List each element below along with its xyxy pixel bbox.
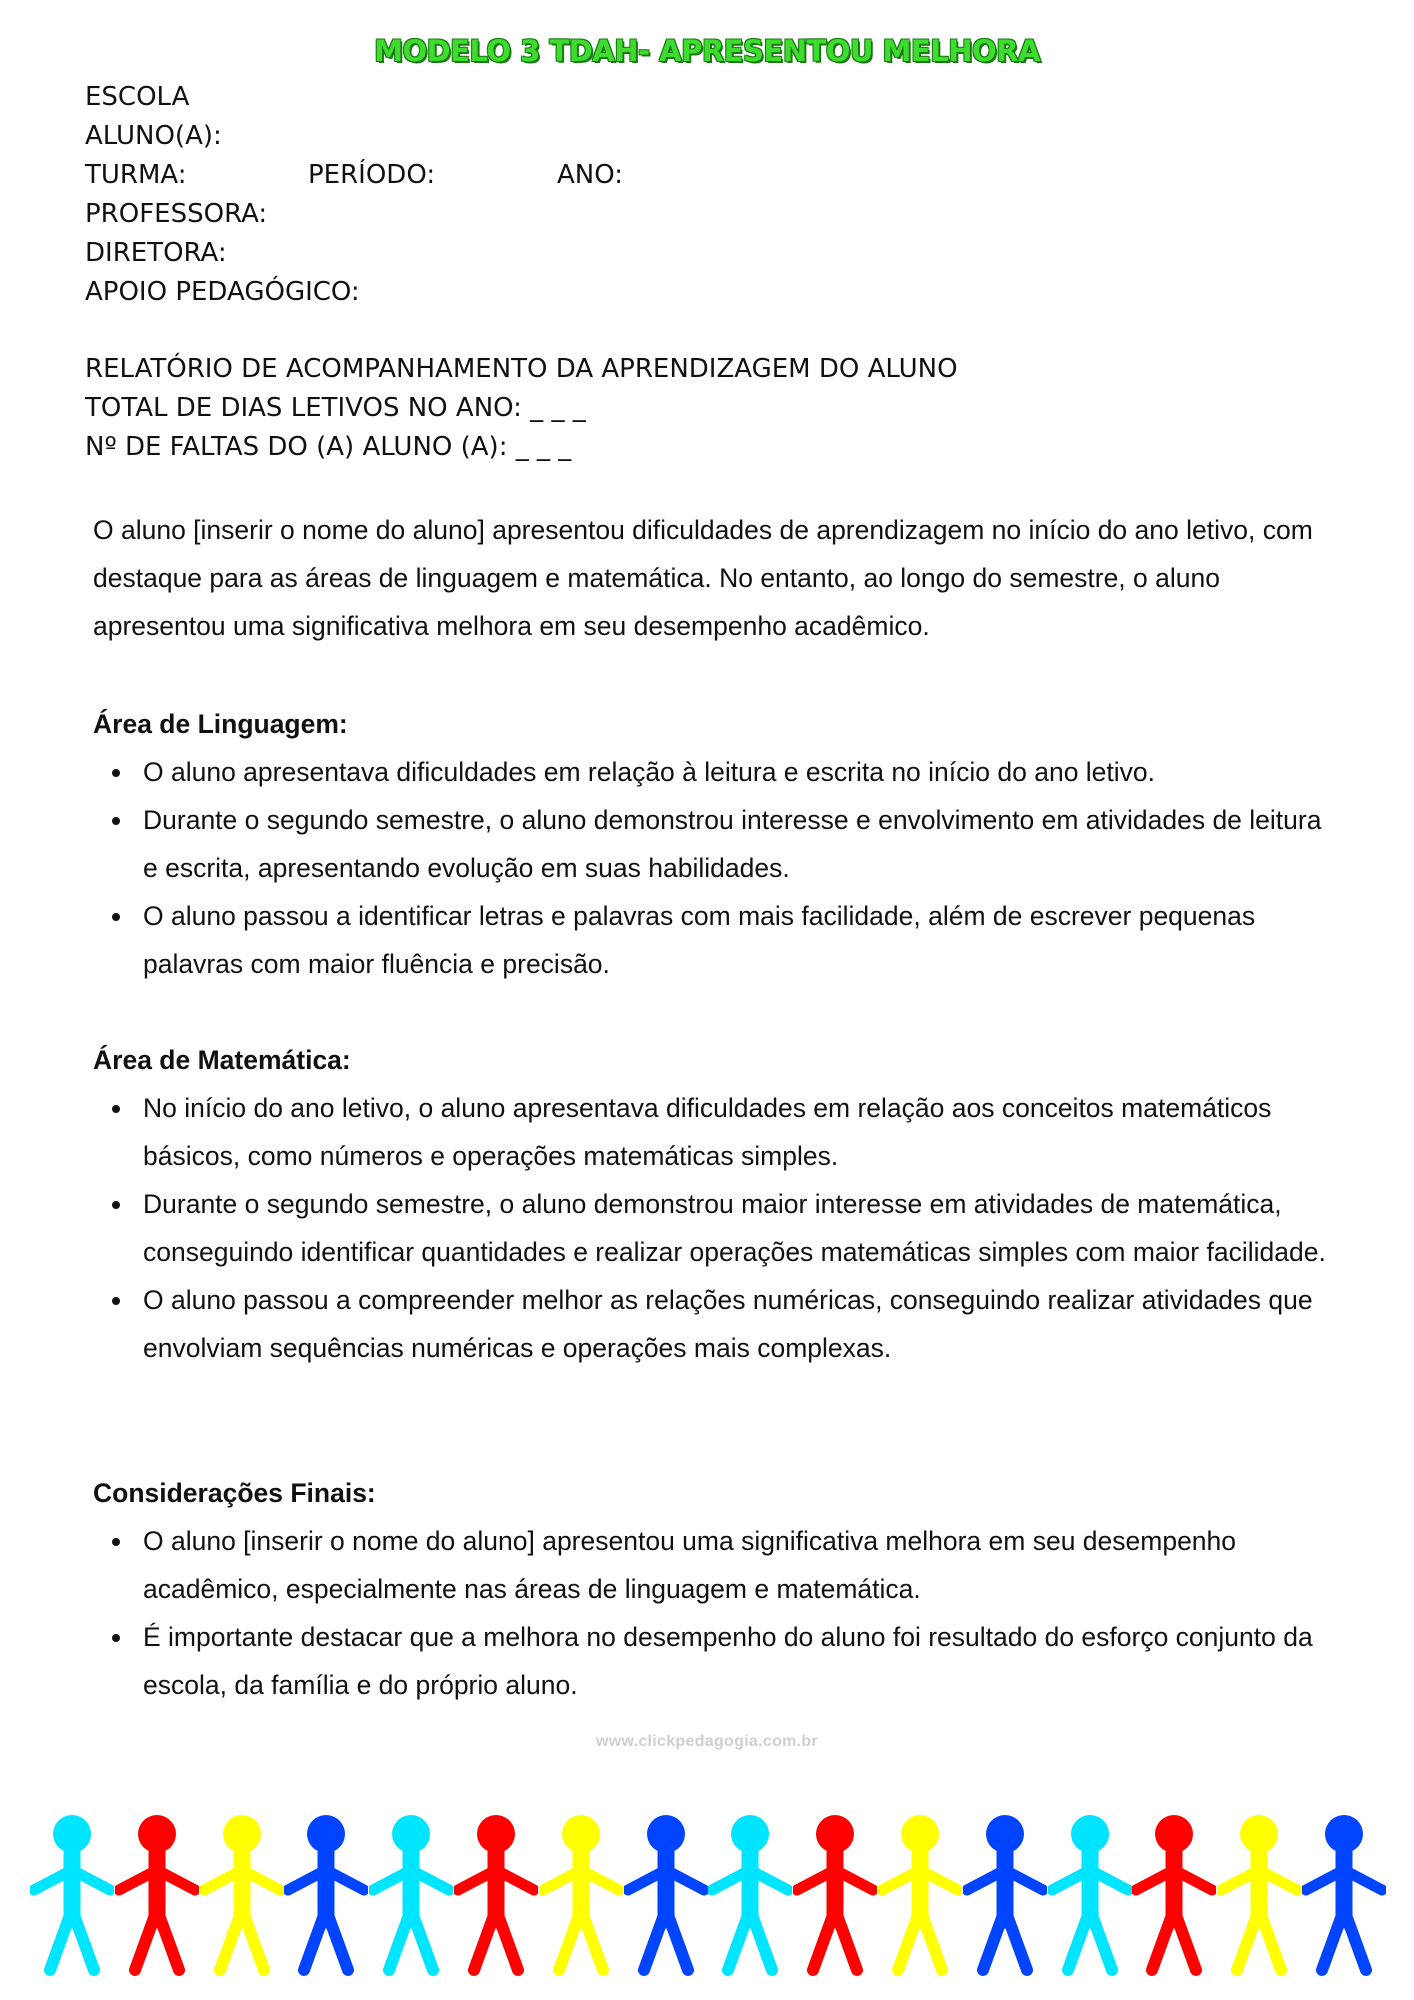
red-person-figure (115, 1810, 199, 1980)
list-item: O aluno [inserir o nome do aluno] apresentou uma significativa melhora em seu desempenho acadêmico, especialmente nas áreas de linguagem e matemática. (93, 1517, 1333, 1613)
document-title: MODELO 3 TDAH- APRESENTOU MELHORA (374, 34, 1040, 68)
report-heading: RELATÓRIO DE ACOMPANHAMENTO DA APRENDIZAGEM DO ALUNO (85, 354, 958, 384)
yellow-person-figure (539, 1810, 623, 1980)
section-heading: Considerações Finais: (93, 1478, 376, 1508)
footer-url: www.clickpedagogia.com.br (595, 1733, 819, 1750)
list-item: O aluno passou a compreender melhor as relações numéricas, conseguindo realizar atividades que envolviam sequências numéricas e operações mais complexas. (93, 1276, 1333, 1372)
paper-people-border (30, 1810, 1386, 1980)
field-escola: ESCOLA (85, 82, 190, 112)
intro-paragraph: O aluno [inserir o nome do aluno] apresentou dificuldades de aprendizagem no início do ano letivo, com destaque para as áreas de linguagem e matemática. No entanto, ao longo do semestre, o aluno apresentou uma significativa melhora em seu desempenho acadêmico. (93, 515, 1313, 641)
red-person-figure (1132, 1810, 1216, 1980)
field-diretora: DIRETORA: (85, 238, 227, 268)
list-item: O aluno apresentava dificuldades em relação à leitura e escrita no início do ano letivo. (93, 748, 1333, 796)
bullet-list (93, 1517, 1333, 1709)
cyan-person-figure (369, 1810, 453, 1980)
section-heading: Área de Linguagem: (93, 709, 348, 739)
red-person-figure (793, 1810, 877, 1980)
cyan-person-figure (1048, 1810, 1132, 1980)
field-aluno: ALUNO(A): (85, 121, 222, 151)
blue-person-figure (1302, 1810, 1386, 1980)
section-heading: Área de Matemática: (93, 1045, 351, 1075)
field-professora: PROFESSORA: (85, 199, 268, 229)
field-ano: ANO: (557, 160, 624, 190)
list-item: É importante destacar que a melhora no desempenho do aluno foi resultado do esforço conjunto da escola, da família e do próprio aluno. (93, 1613, 1333, 1709)
section-consideracoes-finais (93, 1469, 1333, 1709)
cyan-person-figure (708, 1810, 792, 1980)
dias-letivos-field: TOTAL DE DIAS LETIVOS NO ANO: _ _ _ (85, 393, 586, 423)
header-fields (85, 78, 985, 312)
cyan-person-figure (30, 1810, 114, 1980)
field-periodo: PERÍODO: (308, 160, 436, 190)
yellow-person-figure (878, 1810, 962, 1980)
section-linguagem (93, 700, 1333, 988)
red-person-figure (454, 1810, 538, 1980)
section-matematica (93, 1036, 1333, 1372)
list-item: Durante o segundo semestre, o aluno demonstrou maior interesse em atividades de matemática, conseguindo identificar quantidades e realizar operações matemáticas simples com maior facilidade. (93, 1180, 1333, 1276)
list-item: O aluno passou a identificar letras e palavras com mais facilidade, além de escrever pequenas palavras com maior fluência e precisão. (93, 892, 1333, 988)
report-header (85, 350, 1285, 467)
list-item: Durante o segundo semestre, o aluno demonstrou interesse e envolvimento em atividades de leitura e escrita, apresentando evolução em suas habilidades. (93, 796, 1333, 892)
field-row-turma (85, 156, 985, 195)
yellow-person-figure (200, 1810, 284, 1980)
bullet-list (93, 1084, 1333, 1372)
blue-person-figure (284, 1810, 368, 1980)
bullet-list (93, 748, 1333, 988)
yellow-person-figure (1217, 1810, 1301, 1980)
field-apoio-pedagogico: APOIO PEDAGÓGICO: (85, 277, 360, 307)
blue-person-figure (963, 1810, 1047, 1980)
blue-person-figure (624, 1810, 708, 1980)
field-turma: TURMA: (85, 160, 187, 190)
list-item: No início do ano letivo, o aluno apresentava dificuldades em relação aos conceitos matemáticos básicos, como números e operações matemáticas simples. (93, 1084, 1333, 1180)
faltas-field: Nº DE FALTAS DO (A) ALUNO (A): _ _ _ (85, 432, 572, 462)
